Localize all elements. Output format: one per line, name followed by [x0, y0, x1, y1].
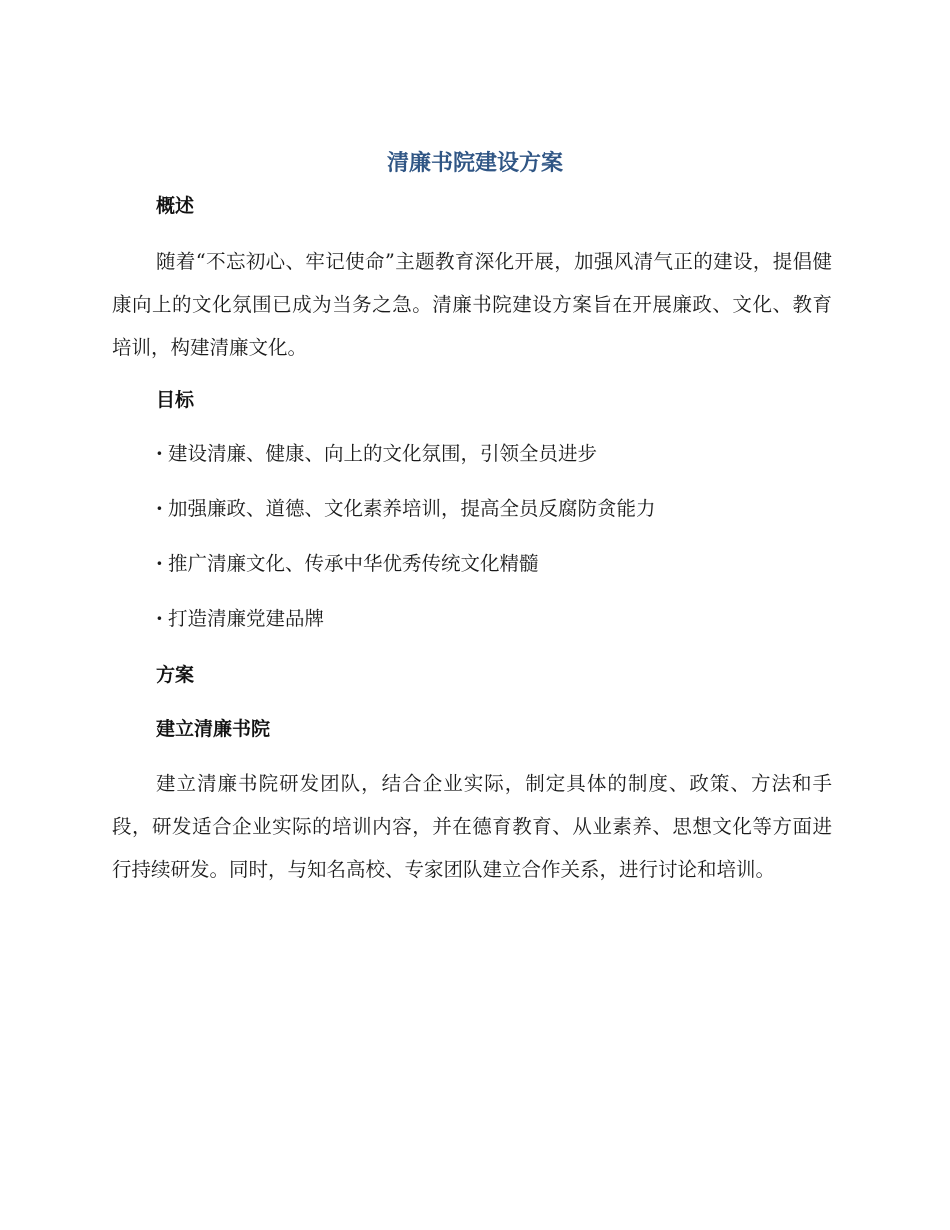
- bullet-marker: ·: [156, 497, 163, 520]
- goals-heading: 目标: [156, 389, 195, 411]
- overview-paragraph: 随着“不忘初心、牢记使命”主题教育深化开展，加强风清气正的建设，提倡健康向上的文化氛围已成为当务之急。清廉书院建设方案旨在开展廉政、文化、教育培训，构建清廉文化。: [112, 250, 832, 359]
- plan-subsection-paragraph: 建立清廉书院研发团队，结合企业实际，制定具体的制度、政策、方法和手段，研发适合企业实际的培训内容，并在德育教育、从业素养、思想文化等方面进行持续研发。同时，与知名高校、专家团队建立合作关系，进行讨论和培训。: [112, 772, 832, 881]
- plan-heading: 方案: [156, 664, 195, 686]
- bullet-marker: ·: [156, 552, 163, 575]
- overview-heading: 概述: [156, 195, 195, 217]
- goal-item-text: 建设清廉、健康、向上的文化氛围，引领全员进步: [168, 442, 598, 465]
- goal-item-text: 打造清廉党建品牌: [168, 607, 325, 630]
- goal-item: [156, 549, 539, 579]
- document-title: 清廉书院建设方案: [386, 151, 563, 176]
- goal-item: [156, 604, 324, 634]
- bullet-marker: ·: [156, 442, 163, 465]
- plan-subsection-heading: 建立清廉书院: [156, 718, 271, 740]
- bullet-marker: ·: [156, 607, 163, 630]
- goal-item-text: 推广清廉文化、传承中华优秀传统文化精髓: [168, 552, 539, 575]
- goal-item-text: 加强廉政、道德、文化素养培训，提高全员反腐防贪能力: [168, 497, 656, 520]
- goal-item: [156, 439, 597, 469]
- goal-item: [156, 494, 656, 524]
